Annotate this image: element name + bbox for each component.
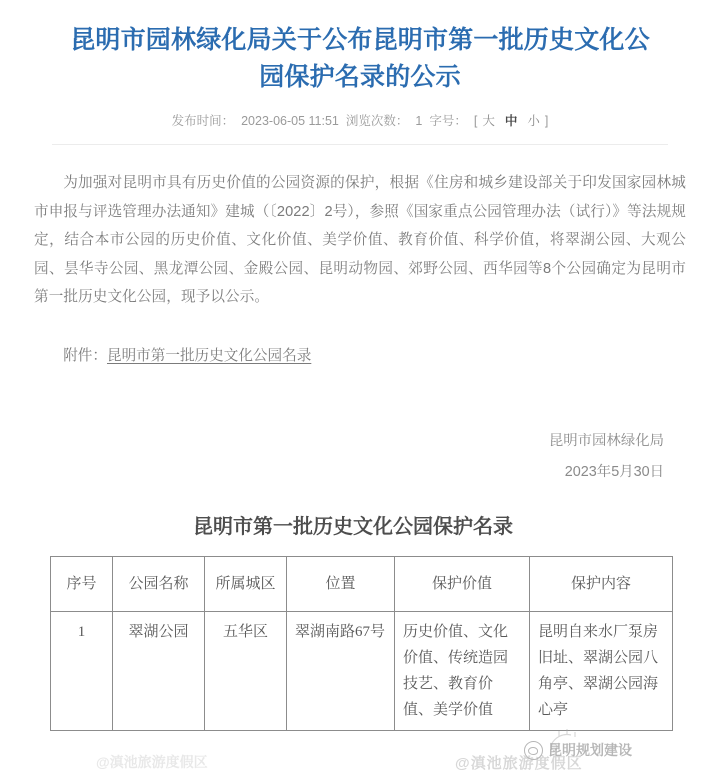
attachment-table-section	[0, 512, 720, 731]
attachment-line	[34, 342, 686, 370]
cell-location: 翠湖南路67号	[287, 611, 395, 730]
publish-time-value: 2023-06-05 11:51	[241, 114, 339, 128]
attachment-table-title: 昆明市第一批历史文化公园保护名录	[193, 515, 513, 538]
watermark-primary-text: 昆明规划建设	[548, 742, 632, 758]
bracket-close: ]	[544, 114, 549, 128]
sparkle-decoration-icon	[545, 727, 605, 753]
document-header	[0, 0, 720, 145]
signature-date: 2023年5月30日	[564, 463, 664, 480]
park-protection-table	[50, 556, 673, 731]
watermark-tertiary	[96, 752, 208, 772]
cell-protection-value: 历史价值、文化价值、传统造园技艺、教育价值、美学价值	[395, 611, 530, 730]
column-header-content: 保护内容	[530, 556, 673, 611]
signature-issuer: 昆明市园林绿化局	[548, 432, 664, 449]
cell-park-name: 翠湖公园	[113, 611, 205, 730]
column-header-location: 位置	[287, 556, 395, 611]
attachment-link[interactable]: 昆明市第一批历史文化公园名录	[106, 347, 312, 364]
watermark-primary	[524, 740, 632, 760]
font-size-small-button[interactable]: 小	[527, 114, 540, 128]
view-count-value: 1	[415, 114, 423, 128]
watermark-secondary	[455, 752, 583, 773]
attachment-label: 附件：	[63, 347, 107, 364]
page-title: 昆明市园林绿化局关于公布昆明市第一批历史文化公园保护名录的公示	[70, 26, 650, 91]
table-header-row	[51, 556, 673, 611]
weibo-icon	[524, 741, 543, 760]
font-size-label: 字号：	[429, 114, 467, 128]
watermark-secondary-text: @滇池旅游度假区	[455, 755, 583, 772]
watermark-tertiary-text: @滇池旅游度假区	[96, 754, 208, 770]
font-size-medium-button[interactable]: 中	[504, 114, 518, 128]
cell-index: 1	[51, 611, 113, 730]
publish-time-label: 发布时间：	[171, 114, 235, 128]
signature-block	[34, 426, 686, 488]
body-paragraph: 为加强对昆明市具有历史价值的公园资源的保护，根据《住房和城乡建设部关于印发国家园林城市申报与评选管理办法通知》建城（〔2022〕2号），参照《国家重点公园管理办法（试行）》等法规规定，结合本市公园的历史价值、文化价值、美学价值、教育价值、科学价值，将翠湖公园、大观公园、昙华寺公园、黑龙潭公园、金殿公园、昆明动物园、郊野公园、西华园等8个公园确定为昆明市第一批历史文化公园，现予以公示。	[34, 175, 686, 305]
document-meta	[52, 112, 668, 130]
font-size-large-button[interactable]: 大	[482, 114, 495, 128]
table-row	[51, 611, 673, 730]
column-header-value: 保护价值	[395, 556, 530, 611]
document-body	[0, 145, 720, 488]
bracket-open: [	[473, 114, 478, 128]
view-count-label: 浏览次数：	[345, 114, 409, 128]
column-header-district: 所属城区	[205, 556, 287, 611]
column-header-name: 公园名称	[113, 556, 205, 611]
cell-district: 五华区	[205, 611, 287, 730]
column-header-index: 序号	[51, 556, 113, 611]
cell-protection-content: 昆明自来水厂泵房旧址、翠湖公园八角亭、翠湖公园海心亭	[530, 611, 673, 730]
